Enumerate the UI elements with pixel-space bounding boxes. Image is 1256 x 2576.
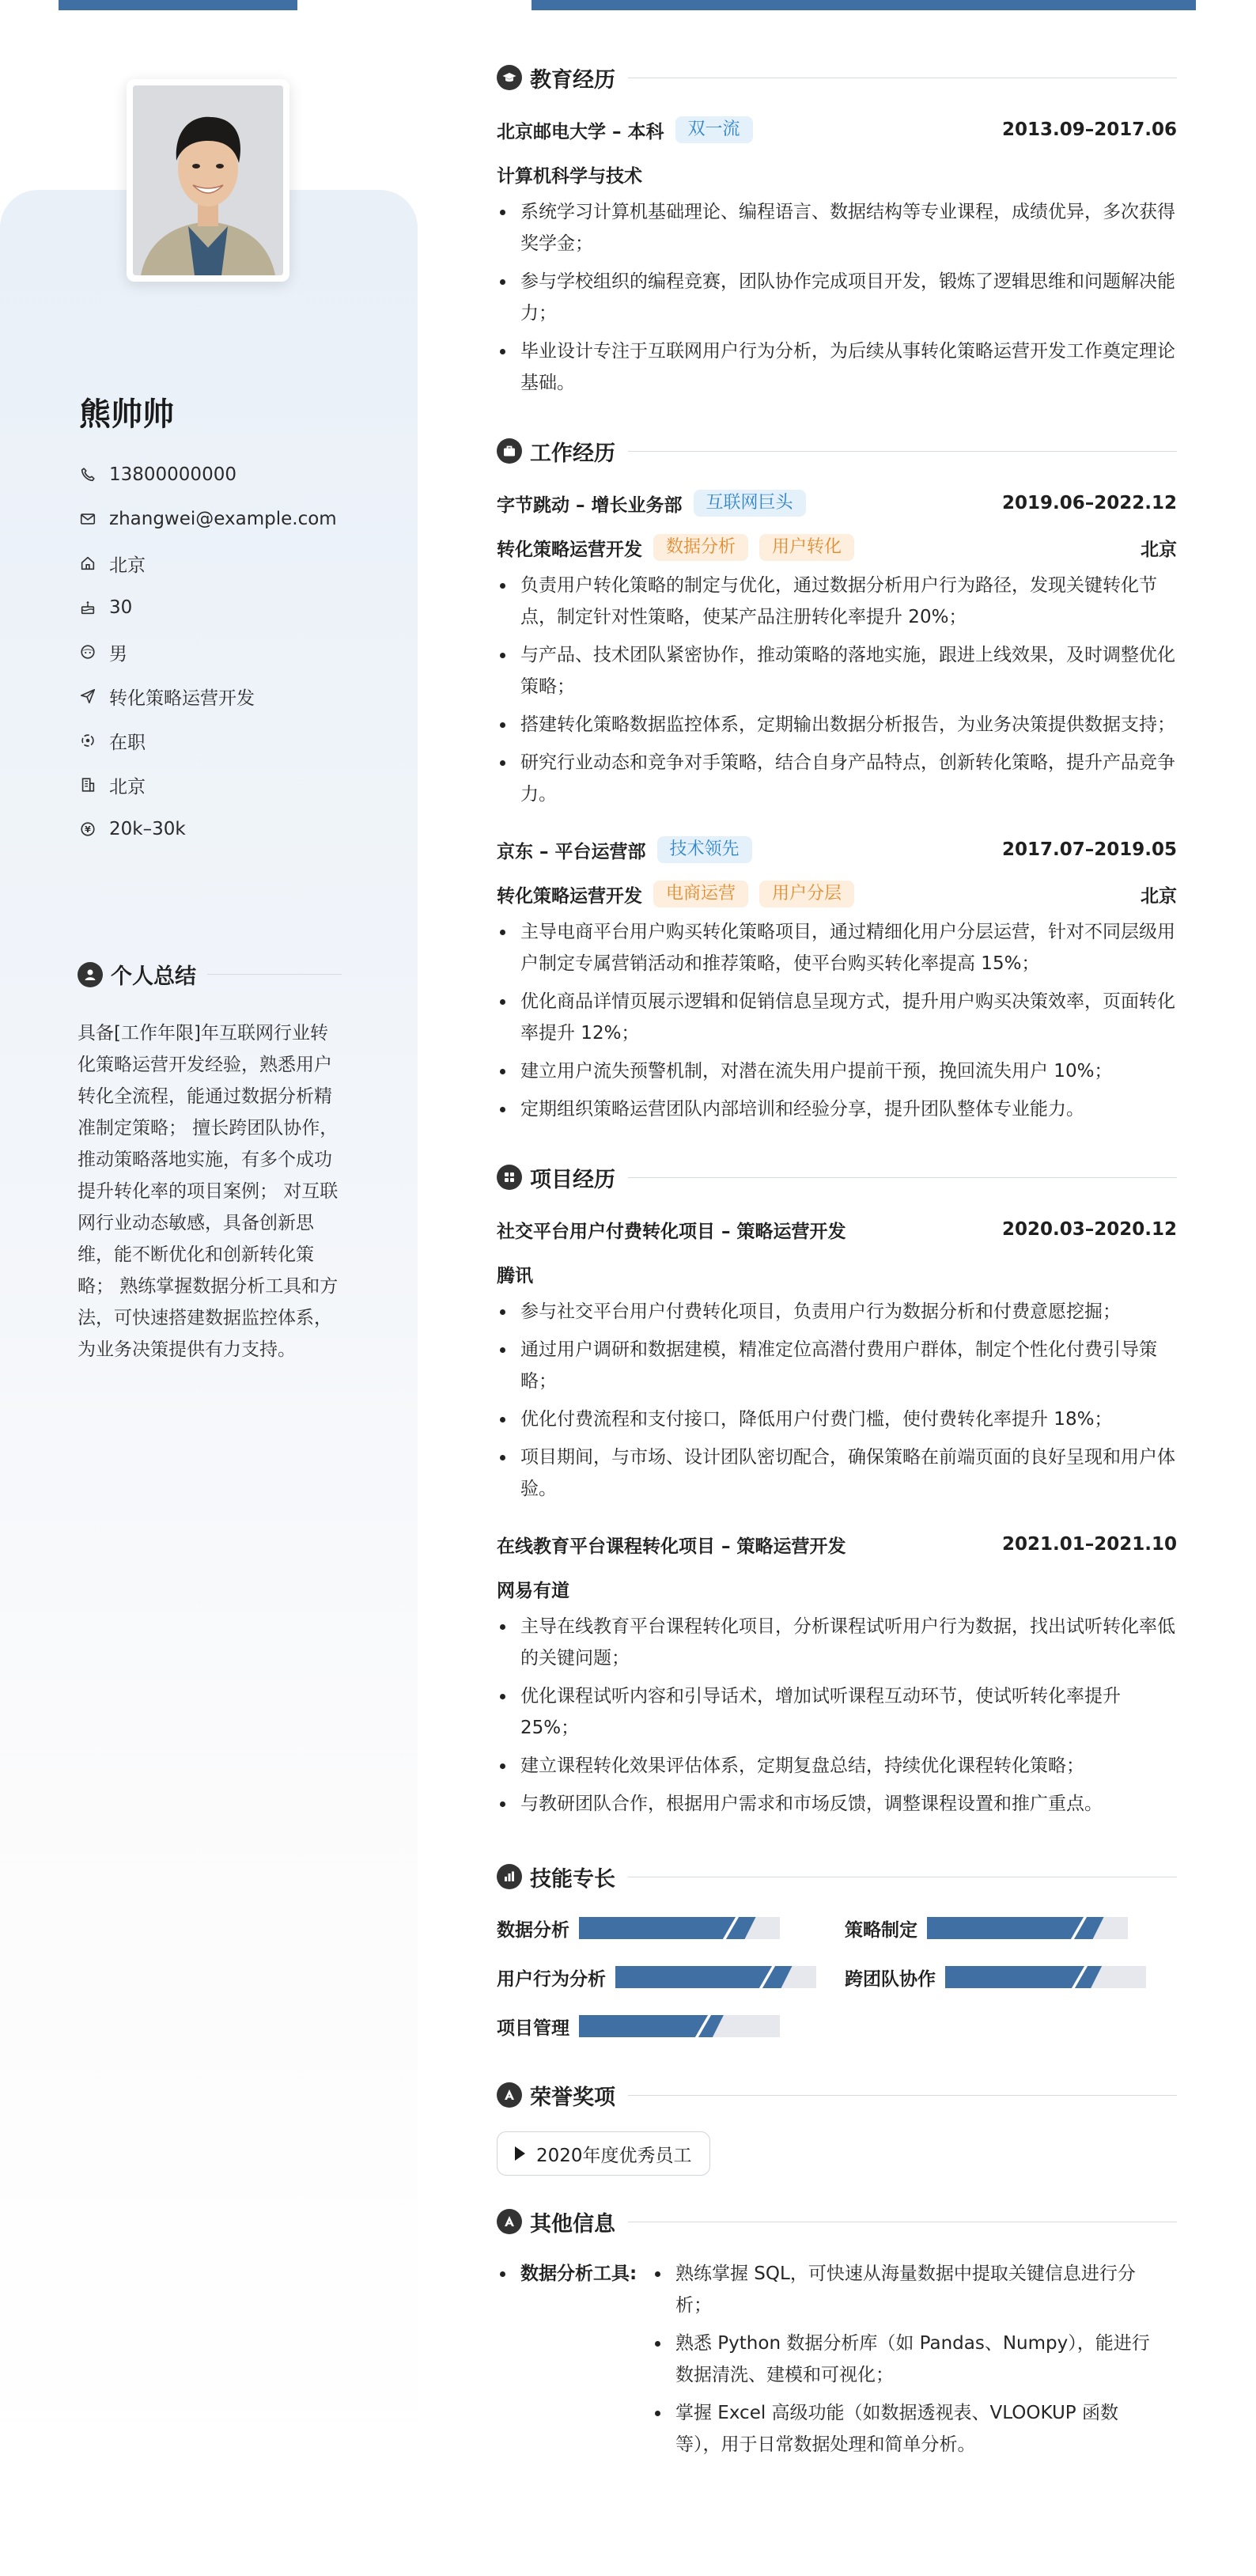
skill-name: 用户行为分析 [497, 1968, 606, 1990]
list-item: 系统学习计算机基础理论、编程语言、数据结构等专业课程，成绩优异，多次获得奖学金； [497, 196, 1177, 259]
skill-tag: 用户分层 [759, 881, 854, 907]
cake-icon [79, 599, 96, 616]
work-city: 北京 [1141, 539, 1177, 560]
award-item[interactable] [497, 2131, 710, 2176]
info-gender-value: 男 [109, 643, 127, 665]
work-heading [497, 432, 1177, 470]
send-icon [79, 688, 96, 705]
work-entry [497, 828, 1177, 1125]
work-city: 北京 [1141, 885, 1177, 907]
top-accent-bar-left [59, 0, 297, 10]
skill-bar [615, 1966, 816, 1988]
skill-name: 项目管理 [497, 2017, 569, 2039]
info-email [79, 497, 395, 541]
list-item: 毕业设计专注于互联网用户行为分析，为后续从事转化策略运营开发工作奠定理论基础。 [497, 335, 1177, 399]
list-item: 建立课程转化效果评估体系，定期复盘总结，持续优化课程转化策略； [497, 1750, 1177, 1782]
job-role: 转化策略运营开发 [497, 539, 642, 560]
skill-bar [579, 2015, 780, 2037]
company-name: 字节跳动 – 增长业务部 [497, 494, 683, 516]
info-age-value: 30 [109, 597, 133, 618]
list-item: 优化课程试听内容和引导话术，增加试听课程互动环节，使试听转化率提升 25%； [497, 1680, 1177, 1744]
skill-item [497, 1959, 845, 1995]
education-heading [497, 59, 1177, 97]
info-job-value: 转化策略运营开发 [109, 688, 255, 709]
major-line [497, 152, 1177, 196]
building-icon [79, 776, 96, 794]
info-salary [79, 807, 395, 851]
contact-info-list [79, 453, 395, 851]
company-tag: 技术领先 [657, 836, 752, 863]
skill-item [845, 1959, 1177, 1995]
education-entry-head [497, 108, 1177, 152]
info-phone [79, 453, 395, 497]
briefcase-icon [497, 438, 522, 464]
phone-icon [79, 466, 96, 483]
projects-heading [497, 1158, 1177, 1196]
award-label: 2020年度优秀员工 [536, 2145, 692, 2166]
skill-name: 策略制定 [845, 1919, 917, 1941]
summary-text: 具备[工作年限]年互联网行业转化策略运营开发经验，熟悉用户转化全流程，能通过数据分析精准制定策略； 擅长跨团队协作，推动策略落地实施，有多个成功提升转化率的项目案例； 对互联网行业动态敏感，具备创新思维，能不断优化和创新转化策略； 熟练掌握数据分析工具和方法，可快速搭建数据监控体系，为业务决策提供有力支持。 [78, 1023, 339, 1360]
list-item: 建立用户流失预警机制，对潜在流失用户提前干预，挽回流失用户 10%； [497, 1055, 1177, 1087]
skill-name: 数据分析 [497, 1919, 569, 1941]
info-icon [497, 2209, 522, 2234]
job-role: 转化策略运营开发 [497, 885, 642, 907]
other-heading [497, 2203, 1177, 2241]
list-item: 参与社交平台用户付费转化项目，负责用户行为数据分析和付费意愿挖掘； [497, 1296, 1177, 1328]
project-name: 在线教育平台课程转化项目 – 策略运营开发 [497, 1536, 846, 1557]
list-item: 项目期间，与市场、设计团队密切配合，确保策略在前端页面的良好呈现和用户体验。 [497, 1441, 1177, 1505]
list-item: 通过用户调研和数据建模，精准定位高潜付费用户群体，制定个性化付费引导策略； [497, 1334, 1177, 1397]
list-item: 熟练掌握 SQL，可快速从海量数据中提取关键信息进行分析； [652, 2258, 1158, 2321]
list-item: 定期组织策略运营团队内部培训和经验分享，提升团队整体专业能力。 [497, 1093, 1177, 1125]
project-date: 2021.01–2021.10 [1001, 1534, 1177, 1555]
divider [628, 2095, 1177, 2096]
awards-title: 荣誉奖项 [530, 2085, 615, 2110]
project-org: 腾讯 [497, 1265, 533, 1286]
skills-title: 技能专长 [530, 1866, 615, 1892]
list-item: 与教研团队合作，根据用户需求和市场反馈，调整课程设置和推广重点。 [497, 1788, 1177, 1820]
project-name: 社交平台用户付费转化项目 – 策略运营开发 [497, 1221, 846, 1242]
project-bullets [497, 1611, 1177, 1820]
graduation-cap-icon [497, 65, 522, 90]
bar-chart-icon [497, 1864, 522, 1889]
project-entry [497, 1522, 1177, 1820]
gender-icon [79, 643, 96, 661]
skill-bar [927, 1917, 1128, 1939]
company-name: 京东 – 平台运营部 [497, 841, 646, 862]
awards-heading [497, 2076, 1177, 2114]
work-bullets [497, 570, 1177, 810]
list-item: 主导在线教育平台课程转化项目，分析课程试听用户行为数据，找出试听转化率低的关键问题； [497, 1611, 1177, 1674]
grid-icon [497, 1165, 522, 1190]
list-item: 与产品、技术团队紧密协作，推动策略的落地实施，跟进上线效果，及时调整优化策略； [497, 639, 1177, 703]
skill-tag: 数据分析 [653, 534, 748, 561]
svg-text:¥: ¥ [85, 824, 91, 835]
list-item: 熟悉 Python 数据分析库（如 Pandas、Numpy），能进行数据清洗、建模和可视化； [652, 2328, 1158, 2391]
skill-tag: 电商运营 [653, 881, 748, 907]
education-title: 教育经历 [530, 67, 615, 93]
info-status [79, 718, 395, 763]
skill-item [845, 1910, 1177, 1946]
info-target-city [79, 763, 395, 807]
other-info-row [497, 2258, 1177, 2467]
skill-tag: 用户转化 [759, 534, 854, 561]
list-item: 优化付费流程和支付接口，降低用户付费门槛，使付费转化率提升 18%； [497, 1404, 1177, 1435]
project-entry [497, 1207, 1177, 1505]
skill-item [497, 1910, 845, 1946]
info-email-value: zhangwei@example.com [109, 509, 337, 529]
skill-bar [579, 1917, 780, 1939]
list-item: 负责用户转化策略的制定与优化，通过数据分析用户行为路径，发现关键转化节点，制定针对性策略，使某产品注册转化率提升 20%； [497, 570, 1177, 633]
project-org: 网易有道 [497, 1580, 569, 1601]
divider [628, 1177, 1177, 1178]
list-item: 优化商品详情页展示逻辑和促销信息呈现方式，提升用户购买决策效率，页面转化率提升 12%； [497, 986, 1177, 1049]
summary-title: 个人总结 [111, 964, 196, 989]
list-item: 参与学校组织的编程竞赛，团队协作完成项目开发，锻炼了逻辑思维和问题解决能力； [497, 266, 1177, 329]
avatar-photo [133, 85, 283, 275]
money-icon [79, 820, 96, 838]
mail-icon [79, 510, 96, 528]
skills-grid [497, 1910, 1177, 2044]
status-icon [79, 732, 96, 749]
projects-title: 项目经历 [530, 1167, 615, 1192]
work-bullets [497, 916, 1177, 1125]
list-item: 掌握 Excel 高级功能（如数据透视表、VLOOKUP 函数等），用于日常数据处理和简单分析。 [652, 2397, 1158, 2460]
school-name: 北京邮电大学 – 本科 [497, 121, 664, 142]
main-content [497, 59, 1177, 2467]
major: 计算机科学与技术 [497, 165, 642, 187]
skills-heading [497, 1858, 1177, 1896]
other-title: 其他信息 [530, 2211, 615, 2237]
work-date: 2019.06–2022.12 [1001, 493, 1177, 513]
info-city [79, 541, 395, 585]
other-label: 数据分析工具: [497, 2258, 652, 2467]
info-city-value: 北京 [109, 555, 146, 576]
project-bullets [497, 1296, 1177, 1505]
divider [207, 974, 342, 975]
info-phone-value: 13800000000 [109, 464, 236, 485]
info-status-value: 在职 [109, 732, 146, 753]
list-item: 主导电商平台用户购买转化策略项目，通过精细化用户分层运营，针对不同层级用户制定专属营销活动和推荐策略，使平台购买转化率提高 15%； [497, 916, 1177, 979]
info-target-city-value: 北京 [109, 776, 146, 797]
home-icon [79, 555, 96, 572]
skill-name: 跨团队协作 [845, 1968, 936, 1990]
info-gender [79, 630, 395, 674]
top-accent-bar-right [532, 0, 1196, 10]
candidate-name: 熊帅帅 [79, 396, 174, 433]
education-bullets [497, 196, 1177, 399]
list-item: 搭建转化策略数据监控体系，定期输出数据分析报告，为业务决策提供数据支持； [497, 709, 1177, 741]
divider [628, 451, 1177, 452]
info-job [79, 674, 395, 718]
company-tag: 互联网巨头 [694, 490, 806, 517]
award-icon [497, 2082, 522, 2108]
work-entry [497, 481, 1177, 810]
education-date: 2013.09–2017.06 [1001, 119, 1177, 140]
skill-bar [945, 1966, 1146, 1988]
work-title: 工作经历 [530, 441, 615, 466]
skill-item [497, 2008, 845, 2044]
info-age [79, 585, 395, 630]
avatar [127, 79, 289, 282]
info-salary-value: 20k–30k [109, 819, 186, 839]
user-icon [78, 962, 103, 987]
list-item: 研究行业动态和竞争对手策略，结合自身产品特点，创新转化策略，提升产品竞争力。 [497, 747, 1177, 810]
work-date: 2017.07–2019.05 [1001, 839, 1177, 860]
play-triangle-icon [515, 2146, 525, 2161]
project-date: 2020.03–2020.12 [1001, 1219, 1177, 1240]
other-bullets [652, 2258, 1158, 2467]
school-tag: 双一流 [675, 116, 753, 143]
summary-heading [78, 959, 342, 990]
